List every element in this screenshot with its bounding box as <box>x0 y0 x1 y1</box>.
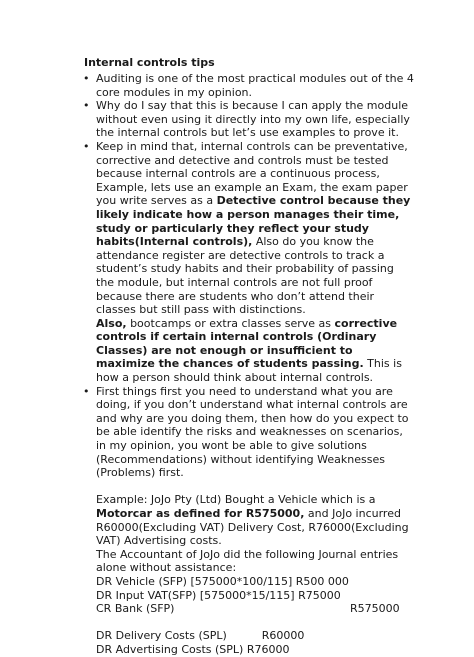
text-run: and JoJo incurred R60000(Excluding VAT) Delivery Cost, R76000(Excluding VAT) Advertising costs. <box>96 507 409 548</box>
example-text <box>96 493 414 547</box>
list-item <box>83 99 414 140</box>
example-block <box>96 493 414 656</box>
bold-run: Also, <box>96 316 127 330</box>
tip-text-3 <box>96 140 414 317</box>
text-run: bootcamps or extra classes serve as <box>126 316 335 330</box>
tip-text-3-cont <box>96 317 414 385</box>
journal-entry-delivery: DR Delivery Costs (SPL) R60000 <box>96 629 305 643</box>
document-title: Internal controls tips <box>84 56 215 69</box>
bullet-icon: • <box>83 99 90 113</box>
bold-run: corrective controls if certain internal controls (Ordinary Classes) are not enough or insufficient to maximize the chances of students passing. <box>96 316 398 371</box>
list-item <box>83 384 414 657</box>
journal-entry-input-vat: DR Input VAT(SFP) [575000*15/115] R75000 <box>96 588 341 602</box>
text-run: Keep in mind that, internal controls can be preventative, corrective and detective and controls must be tested because internal controls are a continuous process, Example, lets use an example an Exam, the exam paper you write serves as a <box>96 139 408 208</box>
text-run: Example: JoJo Pty (Ltd) Bought a Vehicle which is a <box>96 493 376 507</box>
example-accountant-text: The Accountant of JoJo did the following Journal entries alone without assistance: <box>96 547 399 575</box>
journal-entry-bank <box>96 602 414 616</box>
tip-text-1: Auditing is one of the most practical modules out of the 4 core modules in my opinion. <box>96 72 414 99</box>
journal-entry-advertising: DR Advertising Costs (SPL) R76000 <box>96 642 290 656</box>
bullet-icon: • <box>83 72 90 85</box>
list-item <box>83 139 414 385</box>
bullet-icon: • <box>83 139 90 153</box>
bullet-icon: • <box>83 384 90 398</box>
tip-text-2: Why do I say that this is because I can apply the module without even using it directly into my own life, especially the internal controls but let’s use examples to prove it. <box>96 99 410 140</box>
journal-entry-bank-amount: R575000 <box>350 602 400 616</box>
tips-list <box>83 72 414 657</box>
bold-run: Motorcar as defined for R575000, <box>96 507 305 520</box>
spacer <box>96 616 414 630</box>
journal-entry-bank-label: CR Bank (SFP) <box>96 602 175 616</box>
text-run: Also do you know the attendance register are detective controls to track a student’s study habits and their probability of passing the module, but internal controls are not full proof because there are students who don’t attend their classes but still pass with distinctions. <box>96 235 394 317</box>
journal-entry-vehicle: DR Vehicle (SFP) [575000*100/115] R500 000 <box>96 574 349 588</box>
bold-run: Detective control because they likely indicate how a person manages their time, study or particularly they reflect your study habits(Internal controls), <box>96 194 411 249</box>
text-run: This is how a person should think about internal controls. <box>96 357 402 385</box>
tip-text-4: First things first you need to understand what you are doing, if you don’t understand what internal controls are and why are you doing them, then how do you expect to be able identify the risks and weaknesses on scenarios, in my opinion, you wont be able to give solutions (Recommendations) without identifying Weaknesses (Problems) first. <box>96 384 409 480</box>
list-item <box>83 72 414 99</box>
